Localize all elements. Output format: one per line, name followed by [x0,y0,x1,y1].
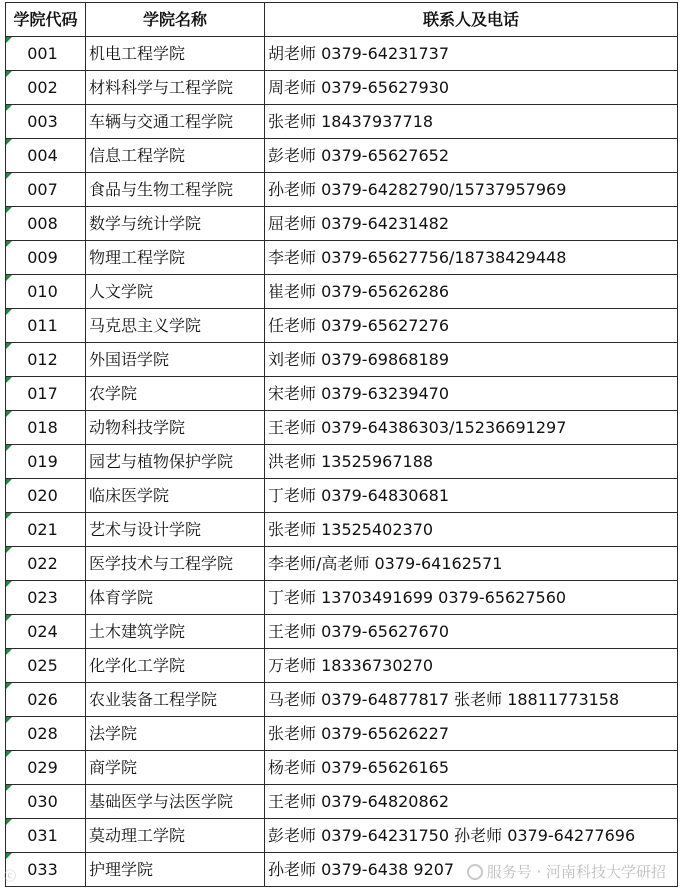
cell-contact[interactable]: 王老师 0379-65627670 [265,615,678,649]
cell-college-code[interactable]: 009 [6,241,86,275]
watermark-logo: ⓒ [4,869,17,883]
table-body [6,37,678,887]
cell-college-code[interactable]: 007 [6,173,86,207]
table-row [6,275,678,309]
cell-college-name[interactable]: 数学与统计学院 [86,207,265,241]
cell-college-code[interactable]: 031 [6,819,86,853]
table-row [6,411,678,445]
table-row [6,71,678,105]
table-row [6,445,678,479]
cell-contact[interactable]: 张老师 18437937718 [265,105,678,139]
cell-contact[interactable]: 王老师 0379-64820862 [265,785,678,819]
watermark-text: 服务号 · 河南科技大学研招 [486,863,666,881]
cell-college-code[interactable]: 028 [6,717,86,751]
cell-college-name[interactable]: 护理学院 [86,853,265,887]
header-row [6,3,678,37]
cell-college-code[interactable]: 020 [6,479,86,513]
cell-contact[interactable]: 崔老师 0379-65626286 [265,275,678,309]
table-row [6,241,678,275]
cell-college-name[interactable]: 马克思主义学院 [86,309,265,343]
cell-contact[interactable]: 李老师/高老师 0379-64162571 [265,547,678,581]
cell-college-code[interactable]: 030 [6,785,86,819]
cell-college-name[interactable]: 医学技术与工程学院 [86,547,265,581]
table-row [6,683,678,717]
table-row [6,37,678,71]
cell-contact[interactable]: 李老师 0379-65627756/18738429448 [265,241,678,275]
cell-college-code[interactable]: 025 [6,649,86,683]
cell-college-name[interactable]: 化学化工学院 [86,649,265,683]
table-row [6,785,678,819]
cell-college-code[interactable]: 008 [6,207,86,241]
cell-college-name[interactable]: 物理工程学院 [86,241,265,275]
cell-college-code[interactable]: 012 [6,343,86,377]
cell-contact[interactable]: 王老师 0379-64386303/15236691297 [265,411,678,445]
cell-college-name[interactable]: 食品与生物工程学院 [86,173,265,207]
table-row [6,139,678,173]
cell-contact[interactable]: 张老师 0379-65626227 [265,717,678,751]
cell-contact[interactable]: 孙老师 0379-6438 9207 [265,853,678,887]
header-college-code[interactable]: 学院代码 [6,3,86,37]
table-row [6,105,678,139]
table-row [6,853,678,887]
cell-college-code[interactable]: 010 [6,275,86,309]
cell-contact[interactable]: 胡老师 0379-64231737 [265,37,678,71]
table-row [6,173,678,207]
cell-college-code[interactable]: 001 [6,37,86,71]
cell-college-name[interactable]: 车辆与交通工程学院 [86,105,265,139]
cell-college-code[interactable]: 029 [6,751,86,785]
cell-contact[interactable]: 丁老师 13703491699 0379-65627560 [265,581,678,615]
table-row [6,377,678,411]
header-college-name[interactable]: 学院名称 [86,3,265,37]
cell-contact[interactable]: 周老师 0379-65627930 [265,71,678,105]
cell-college-name[interactable]: 材料科学与工程学院 [86,71,265,105]
cell-college-name[interactable]: 艺术与设计学院 [86,513,265,547]
table-row [6,547,678,581]
table-row [6,309,678,343]
table-row [6,479,678,513]
cell-contact[interactable]: 任老师 0379-65627276 [265,309,678,343]
cell-college-code[interactable]: 004 [6,139,86,173]
cell-college-code[interactable]: 019 [6,445,86,479]
cell-college-code[interactable]: 018 [6,411,86,445]
cell-college-code[interactable]: 011 [6,309,86,343]
table-row [6,207,678,241]
table-row [6,649,678,683]
cell-college-name[interactable]: 土木建筑学院 [86,615,265,649]
table-row [6,751,678,785]
cell-college-name[interactable]: 动物科技学院 [86,411,265,445]
cell-contact[interactable]: 宋老师 0379-63239470 [265,377,678,411]
cell-college-name[interactable]: 信息工程学院 [86,139,265,173]
cell-college-name[interactable]: 体育学院 [86,581,265,615]
cell-college-name[interactable]: 莫动理工学院 [86,819,265,853]
cell-college-code[interactable]: 022 [6,547,86,581]
cell-contact[interactable]: 丁老师 0379-64830681 [265,479,678,513]
table-row [6,343,678,377]
cell-contact[interactable]: 马老师 0379-64877817 张老师 18811773158 [265,683,678,717]
cell-college-code[interactable]: 002 [6,71,86,105]
header-contact[interactable]: 联系人及电话 [265,3,678,37]
cell-college-name[interactable]: 农业装备工程学院 [86,683,265,717]
cell-college-name[interactable]: 商学院 [86,751,265,785]
spreadsheet [5,2,677,887]
table-row [6,581,678,615]
cell-college-code[interactable]: 026 [6,683,86,717]
cell-college-name[interactable]: 基础医学与法医学院 [86,785,265,819]
cell-contact[interactable]: 屈老师 0379-64231482 [265,207,678,241]
cell-contact[interactable]: 万老师 18336730270 [265,649,678,683]
cell-college-name[interactable]: 法学院 [86,717,265,751]
cell-college-code[interactable]: 003 [6,105,86,139]
cell-contact[interactable]: 孙老师 0379-64282790/15737957969 [265,173,678,207]
cell-college-name[interactable]: 人文学院 [86,275,265,309]
cell-contact[interactable]: 彭老师 0379-65627652 [265,139,678,173]
cell-college-name[interactable]: 外国语学院 [86,343,265,377]
cell-contact[interactable]: 彭老师 0379-64231750 孙老师 0379-64277696 [265,819,678,853]
cell-college-name[interactable]: 临床医学院 [86,479,265,513]
cell-contact[interactable]: 洪老师 13525967188 [265,445,678,479]
cell-college-name[interactable]: 机电工程学院 [86,37,265,71]
cell-college-name[interactable]: 园艺与植物保护学院 [86,445,265,479]
table-row [6,717,678,751]
cell-college-name[interactable]: 农学院 [86,377,265,411]
cell-college-code[interactable]: 033 [6,853,86,887]
cell-college-code[interactable]: 017 [6,377,86,411]
cell-contact[interactable]: 刘老师 0379-69868189 [265,343,678,377]
cell-college-code[interactable]: 024 [6,615,86,649]
cell-college-code[interactable]: 021 [6,513,86,547]
cell-contact[interactable]: 张老师 13525402370 [265,513,678,547]
cell-contact[interactable]: 杨老师 0379-65626165 [265,751,678,785]
college-contact-table [5,2,678,887]
table-row [6,513,678,547]
cell-college-code[interactable]: 023 [6,581,86,615]
table-row [6,615,678,649]
table-row [6,819,678,853]
